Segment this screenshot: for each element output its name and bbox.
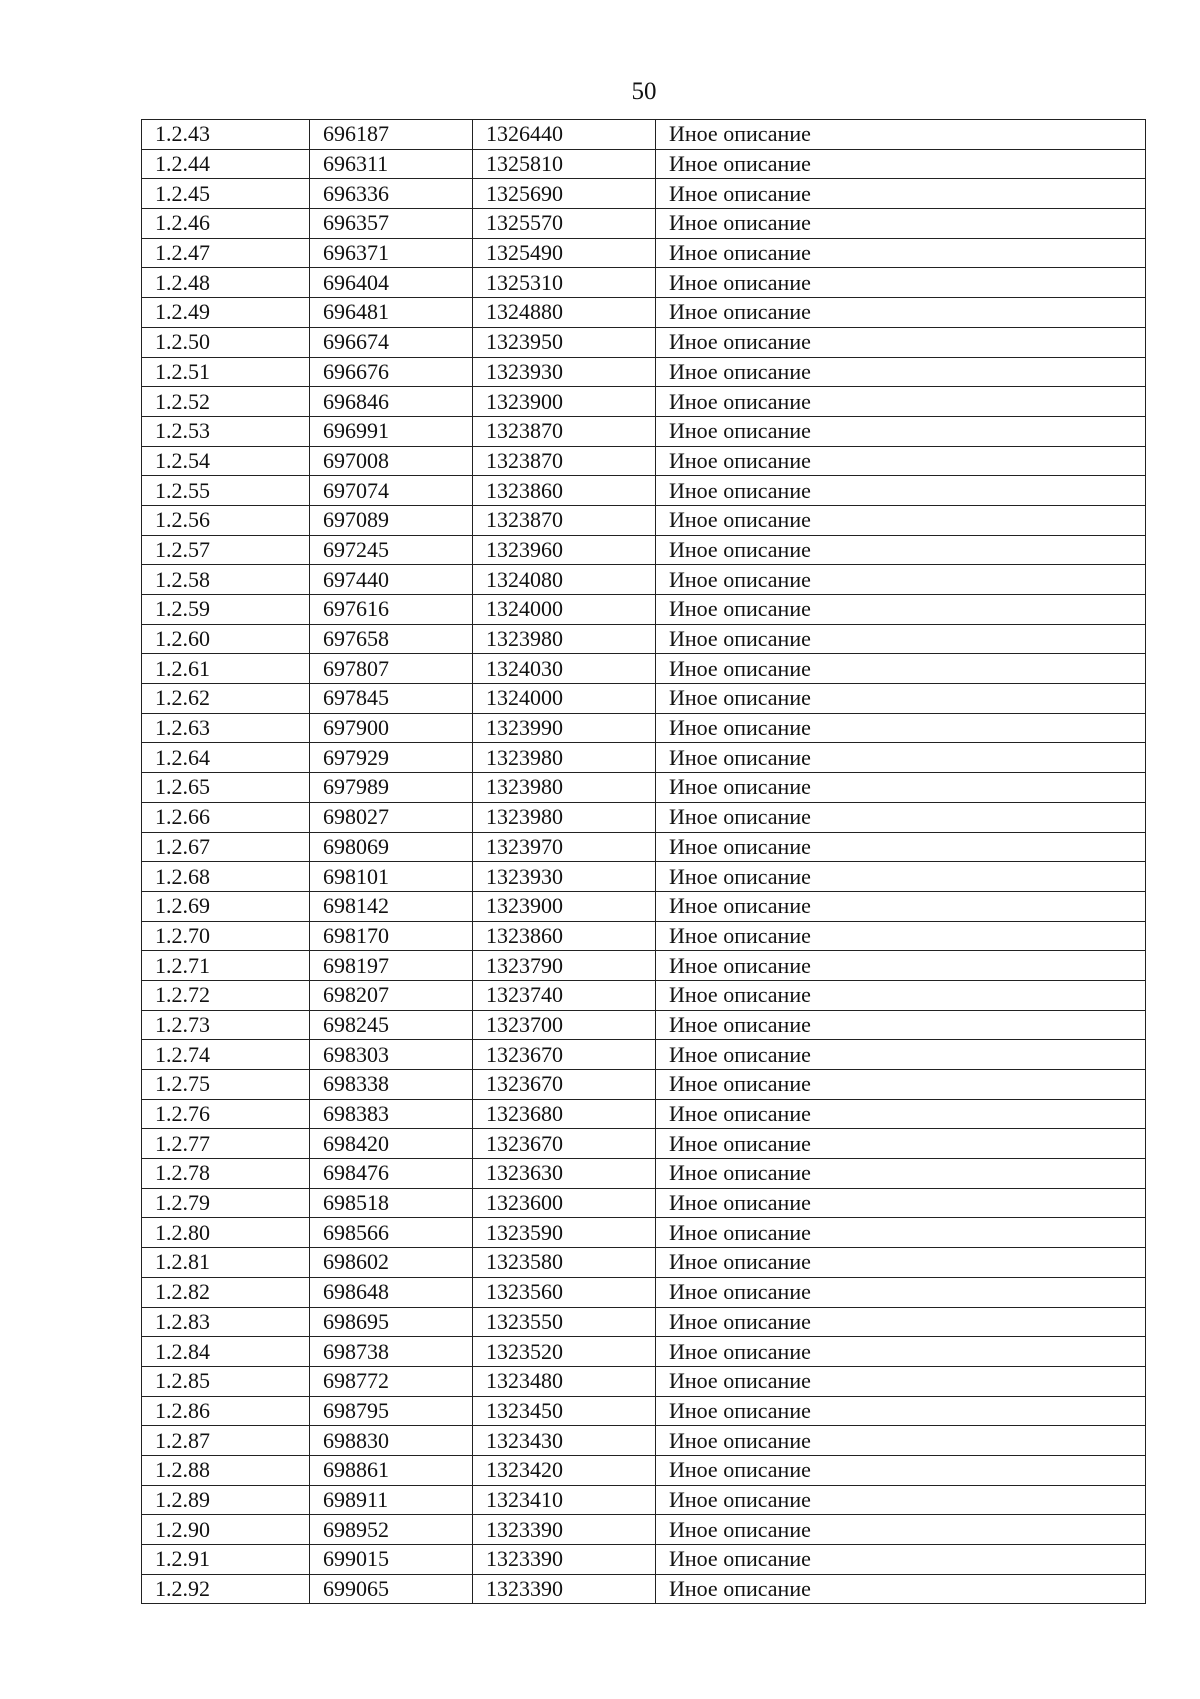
x-coordinate-cell: 699015 <box>310 1545 473 1575</box>
page-number: 50 <box>631 78 657 105</box>
table-row <box>142 327 1146 357</box>
description-cell: Иное описание <box>656 832 1146 862</box>
table-row <box>142 1545 1146 1575</box>
point-number-cell: 1.2.84 <box>142 1337 310 1367</box>
table-row <box>142 1040 1146 1070</box>
y-coordinate-cell: 1323550 <box>473 1307 656 1337</box>
x-coordinate-cell: 697008 <box>310 446 473 476</box>
x-coordinate-cell: 696404 <box>310 268 473 298</box>
y-coordinate-cell: 1323900 <box>473 891 656 921</box>
x-coordinate-cell: 698861 <box>310 1455 473 1485</box>
point-number-cell: 1.2.45 <box>142 179 310 209</box>
point-number-cell: 1.2.69 <box>142 891 310 921</box>
table-row <box>142 624 1146 654</box>
point-number-cell: 1.2.78 <box>142 1159 310 1189</box>
point-number-cell: 1.2.67 <box>142 832 310 862</box>
point-number-cell: 1.2.43 <box>142 120 310 150</box>
x-coordinate-cell: 696336 <box>310 179 473 209</box>
x-coordinate-cell: 696481 <box>310 298 473 328</box>
point-number-cell: 1.2.87 <box>142 1426 310 1456</box>
point-number-cell: 1.2.52 <box>142 387 310 417</box>
y-coordinate-cell: 1325810 <box>473 149 656 179</box>
point-number-cell: 1.2.72 <box>142 980 310 1010</box>
table-row <box>142 535 1146 565</box>
x-coordinate-cell: 697440 <box>310 565 473 595</box>
point-number-cell: 1.2.92 <box>142 1574 310 1604</box>
description-cell: Иное описание <box>656 1070 1146 1100</box>
x-coordinate-cell: 698101 <box>310 862 473 892</box>
description-cell: Иное описание <box>656 446 1146 476</box>
table-row <box>142 951 1146 981</box>
description-cell: Иное описание <box>656 179 1146 209</box>
table-row <box>142 1188 1146 1218</box>
x-coordinate-cell: 698566 <box>310 1218 473 1248</box>
x-coordinate-cell: 698830 <box>310 1426 473 1456</box>
point-number-cell: 1.2.71 <box>142 951 310 981</box>
description-cell: Иное описание <box>656 862 1146 892</box>
x-coordinate-cell: 696311 <box>310 149 473 179</box>
x-coordinate-cell: 696676 <box>310 357 473 387</box>
x-coordinate-cell: 698695 <box>310 1307 473 1337</box>
point-number-cell: 1.2.68 <box>142 862 310 892</box>
description-cell: Иное описание <box>656 1307 1146 1337</box>
y-coordinate-cell: 1325310 <box>473 268 656 298</box>
point-number-cell: 1.2.50 <box>142 327 310 357</box>
description-cell: Иное описание <box>656 238 1146 268</box>
table-row <box>142 921 1146 951</box>
x-coordinate-cell: 697929 <box>310 743 473 773</box>
y-coordinate-cell: 1323430 <box>473 1426 656 1456</box>
y-coordinate-cell: 1323980 <box>473 773 656 803</box>
y-coordinate-cell: 1323990 <box>473 713 656 743</box>
y-coordinate-cell: 1323410 <box>473 1485 656 1515</box>
description-cell: Иное описание <box>656 1010 1146 1040</box>
y-coordinate-cell: 1323900 <box>473 387 656 417</box>
x-coordinate-cell: 697989 <box>310 773 473 803</box>
point-number-cell: 1.2.59 <box>142 595 310 625</box>
point-number-cell: 1.2.83 <box>142 1307 310 1337</box>
table-row <box>142 1455 1146 1485</box>
description-cell: Иное описание <box>656 298 1146 328</box>
table-row <box>142 743 1146 773</box>
table-row <box>142 476 1146 506</box>
y-coordinate-cell: 1323790 <box>473 951 656 981</box>
x-coordinate-cell: 698476 <box>310 1159 473 1189</box>
x-coordinate-cell: 699065 <box>310 1574 473 1604</box>
description-cell: Иное описание <box>656 1515 1146 1545</box>
table-row <box>142 416 1146 446</box>
table-row <box>142 1485 1146 1515</box>
y-coordinate-cell: 1325570 <box>473 209 656 239</box>
description-cell: Иное описание <box>656 1099 1146 1129</box>
point-number-cell: 1.2.49 <box>142 298 310 328</box>
y-coordinate-cell: 1323670 <box>473 1070 656 1100</box>
y-coordinate-cell: 1325490 <box>473 238 656 268</box>
description-cell: Иное описание <box>656 1188 1146 1218</box>
y-coordinate-cell: 1323950 <box>473 327 656 357</box>
y-coordinate-cell: 1323930 <box>473 357 656 387</box>
table-row <box>142 505 1146 535</box>
x-coordinate-cell: 698383 <box>310 1099 473 1129</box>
description-cell: Иное описание <box>656 684 1146 714</box>
point-number-cell: 1.2.58 <box>142 565 310 595</box>
y-coordinate-cell: 1323870 <box>473 505 656 535</box>
point-number-cell: 1.2.66 <box>142 802 310 832</box>
point-number-cell: 1.2.54 <box>142 446 310 476</box>
point-number-cell: 1.2.44 <box>142 149 310 179</box>
y-coordinate-cell: 1323450 <box>473 1396 656 1426</box>
y-coordinate-cell: 1323630 <box>473 1159 656 1189</box>
y-coordinate-cell: 1324000 <box>473 684 656 714</box>
description-cell: Иное описание <box>656 743 1146 773</box>
y-coordinate-cell: 1323670 <box>473 1129 656 1159</box>
description-cell: Иное описание <box>656 565 1146 595</box>
description-cell: Иное описание <box>656 476 1146 506</box>
x-coordinate-cell: 698207 <box>310 980 473 1010</box>
point-number-cell: 1.2.70 <box>142 921 310 951</box>
x-coordinate-cell: 698027 <box>310 802 473 832</box>
y-coordinate-cell: 1323980 <box>473 743 656 773</box>
x-coordinate-cell: 697900 <box>310 713 473 743</box>
x-coordinate-cell: 696357 <box>310 209 473 239</box>
x-coordinate-cell: 698338 <box>310 1070 473 1100</box>
description-cell: Иное описание <box>656 1426 1146 1456</box>
table-row <box>142 1307 1146 1337</box>
description-cell: Иное описание <box>656 149 1146 179</box>
x-coordinate-cell: 697074 <box>310 476 473 506</box>
point-number-cell: 1.2.79 <box>142 1188 310 1218</box>
x-coordinate-cell: 697845 <box>310 684 473 714</box>
table-row <box>142 268 1146 298</box>
table-row <box>142 446 1146 476</box>
point-number-cell: 1.2.65 <box>142 773 310 803</box>
description-cell: Иное описание <box>656 1366 1146 1396</box>
table-row <box>142 1070 1146 1100</box>
table-row <box>142 1248 1146 1278</box>
y-coordinate-cell: 1323560 <box>473 1277 656 1307</box>
table-row <box>142 802 1146 832</box>
x-coordinate-cell: 698142 <box>310 891 473 921</box>
x-coordinate-cell: 698245 <box>310 1010 473 1040</box>
y-coordinate-cell: 1323390 <box>473 1574 656 1604</box>
table-row <box>142 1366 1146 1396</box>
table-row <box>142 357 1146 387</box>
x-coordinate-cell: 698420 <box>310 1129 473 1159</box>
x-coordinate-cell: 698738 <box>310 1337 473 1367</box>
table-row <box>142 1159 1146 1189</box>
description-cell: Иное описание <box>656 624 1146 654</box>
table-row <box>142 1337 1146 1367</box>
table-row <box>142 654 1146 684</box>
coordinates-table-body <box>142 120 1146 1604</box>
table-row <box>142 1277 1146 1307</box>
description-cell: Иное описание <box>656 1455 1146 1485</box>
table-row <box>142 209 1146 239</box>
description-cell: Иное описание <box>656 773 1146 803</box>
point-number-cell: 1.2.48 <box>142 268 310 298</box>
point-number-cell: 1.2.64 <box>142 743 310 773</box>
y-coordinate-cell: 1323930 <box>473 862 656 892</box>
table-row <box>142 980 1146 1010</box>
table-row <box>142 149 1146 179</box>
description-cell: Иное описание <box>656 1337 1146 1367</box>
description-cell: Иное описание <box>656 654 1146 684</box>
y-coordinate-cell: 1323680 <box>473 1099 656 1129</box>
table-row <box>142 1396 1146 1426</box>
x-coordinate-cell: 698518 <box>310 1188 473 1218</box>
table-row <box>142 832 1146 862</box>
description-cell: Иное описание <box>656 951 1146 981</box>
y-coordinate-cell: 1326440 <box>473 120 656 150</box>
y-coordinate-cell: 1323870 <box>473 446 656 476</box>
point-number-cell: 1.2.90 <box>142 1515 310 1545</box>
x-coordinate-cell: 696371 <box>310 238 473 268</box>
x-coordinate-cell: 698911 <box>310 1485 473 1515</box>
x-coordinate-cell: 697245 <box>310 535 473 565</box>
y-coordinate-cell: 1323870 <box>473 416 656 446</box>
y-coordinate-cell: 1323390 <box>473 1545 656 1575</box>
table-row <box>142 713 1146 743</box>
description-cell: Иное описание <box>656 1545 1146 1575</box>
y-coordinate-cell: 1323970 <box>473 832 656 862</box>
point-number-cell: 1.2.57 <box>142 535 310 565</box>
y-coordinate-cell: 1324030 <box>473 654 656 684</box>
table-row <box>142 298 1146 328</box>
description-cell: Иное описание <box>656 1040 1146 1070</box>
point-number-cell: 1.2.76 <box>142 1099 310 1129</box>
description-cell: Иное описание <box>656 357 1146 387</box>
x-coordinate-cell: 696846 <box>310 387 473 417</box>
point-number-cell: 1.2.80 <box>142 1218 310 1248</box>
y-coordinate-cell: 1323390 <box>473 1515 656 1545</box>
table-row <box>142 773 1146 803</box>
table-row <box>142 120 1146 150</box>
table-row <box>142 1574 1146 1604</box>
description-cell: Иное описание <box>656 713 1146 743</box>
x-coordinate-cell: 698772 <box>310 1366 473 1396</box>
table-row <box>142 1099 1146 1129</box>
description-cell: Иное описание <box>656 387 1146 417</box>
y-coordinate-cell: 1323580 <box>473 1248 656 1278</box>
description-cell: Иное описание <box>656 891 1146 921</box>
point-number-cell: 1.2.89 <box>142 1485 310 1515</box>
table-row <box>142 1218 1146 1248</box>
y-coordinate-cell: 1325690 <box>473 179 656 209</box>
table-row <box>142 1129 1146 1159</box>
y-coordinate-cell: 1323520 <box>473 1337 656 1367</box>
point-number-cell: 1.2.53 <box>142 416 310 446</box>
point-number-cell: 1.2.75 <box>142 1070 310 1100</box>
x-coordinate-cell: 698069 <box>310 832 473 862</box>
y-coordinate-cell: 1324000 <box>473 595 656 625</box>
y-coordinate-cell: 1323670 <box>473 1040 656 1070</box>
table-row <box>142 238 1146 268</box>
point-number-cell: 1.2.47 <box>142 238 310 268</box>
table-row <box>142 1426 1146 1456</box>
description-cell: Иное описание <box>656 120 1146 150</box>
y-coordinate-cell: 1324080 <box>473 565 656 595</box>
y-coordinate-cell: 1323420 <box>473 1455 656 1485</box>
x-coordinate-cell: 698170 <box>310 921 473 951</box>
x-coordinate-cell: 697658 <box>310 624 473 654</box>
description-cell: Иное описание <box>656 1159 1146 1189</box>
x-coordinate-cell: 697616 <box>310 595 473 625</box>
table-row <box>142 891 1146 921</box>
point-number-cell: 1.2.46 <box>142 209 310 239</box>
description-cell: Иное описание <box>656 921 1146 951</box>
x-coordinate-cell: 696674 <box>310 327 473 357</box>
x-coordinate-cell: 696991 <box>310 416 473 446</box>
x-coordinate-cell: 698795 <box>310 1396 473 1426</box>
description-cell: Иное описание <box>656 1218 1146 1248</box>
description-cell: Иное описание <box>656 980 1146 1010</box>
y-coordinate-cell: 1324880 <box>473 298 656 328</box>
description-cell: Иное описание <box>656 327 1146 357</box>
y-coordinate-cell: 1323740 <box>473 980 656 1010</box>
description-cell: Иное описание <box>656 802 1146 832</box>
description-cell: Иное описание <box>656 209 1146 239</box>
table-row <box>142 1010 1146 1040</box>
point-number-cell: 1.2.60 <box>142 624 310 654</box>
point-number-cell: 1.2.55 <box>142 476 310 506</box>
table-row <box>142 684 1146 714</box>
table-row <box>142 862 1146 892</box>
x-coordinate-cell: 697807 <box>310 654 473 684</box>
table-row <box>142 179 1146 209</box>
y-coordinate-cell: 1323980 <box>473 624 656 654</box>
point-number-cell: 1.2.88 <box>142 1455 310 1485</box>
point-number-cell: 1.2.63 <box>142 713 310 743</box>
x-coordinate-cell: 698648 <box>310 1277 473 1307</box>
description-cell: Иное описание <box>656 1129 1146 1159</box>
coordinates-table <box>141 119 1146 1604</box>
description-cell: Иное описание <box>656 1396 1146 1426</box>
point-number-cell: 1.2.56 <box>142 505 310 535</box>
y-coordinate-cell: 1323860 <box>473 921 656 951</box>
description-cell: Иное описание <box>656 505 1146 535</box>
description-cell: Иное описание <box>656 595 1146 625</box>
description-cell: Иное описание <box>656 1248 1146 1278</box>
y-coordinate-cell: 1323980 <box>473 802 656 832</box>
table-row <box>142 595 1146 625</box>
point-number-cell: 1.2.91 <box>142 1545 310 1575</box>
y-coordinate-cell: 1323700 <box>473 1010 656 1040</box>
description-cell: Иное описание <box>656 1574 1146 1604</box>
y-coordinate-cell: 1323960 <box>473 535 656 565</box>
point-number-cell: 1.2.51 <box>142 357 310 387</box>
y-coordinate-cell: 1323590 <box>473 1218 656 1248</box>
x-coordinate-cell: 698197 <box>310 951 473 981</box>
point-number-cell: 1.2.77 <box>142 1129 310 1159</box>
point-number-cell: 1.2.73 <box>142 1010 310 1040</box>
point-number-cell: 1.2.86 <box>142 1396 310 1426</box>
x-coordinate-cell: 696187 <box>310 120 473 150</box>
description-cell: Иное описание <box>656 1485 1146 1515</box>
y-coordinate-cell: 1323600 <box>473 1188 656 1218</box>
y-coordinate-cell: 1323860 <box>473 476 656 506</box>
x-coordinate-cell: 698602 <box>310 1248 473 1278</box>
x-coordinate-cell: 698303 <box>310 1040 473 1070</box>
table-row <box>142 565 1146 595</box>
point-number-cell: 1.2.85 <box>142 1366 310 1396</box>
y-coordinate-cell: 1323480 <box>473 1366 656 1396</box>
point-number-cell: 1.2.62 <box>142 684 310 714</box>
table-row <box>142 1515 1146 1545</box>
description-cell: Иное описание <box>656 416 1146 446</box>
description-cell: Иное описание <box>656 1277 1146 1307</box>
point-number-cell: 1.2.82 <box>142 1277 310 1307</box>
point-number-cell: 1.2.61 <box>142 654 310 684</box>
description-cell: Иное описание <box>656 535 1146 565</box>
table-row <box>142 387 1146 417</box>
x-coordinate-cell: 697089 <box>310 505 473 535</box>
description-cell: Иное описание <box>656 268 1146 298</box>
x-coordinate-cell: 698952 <box>310 1515 473 1545</box>
point-number-cell: 1.2.81 <box>142 1248 310 1278</box>
point-number-cell: 1.2.74 <box>142 1040 310 1070</box>
